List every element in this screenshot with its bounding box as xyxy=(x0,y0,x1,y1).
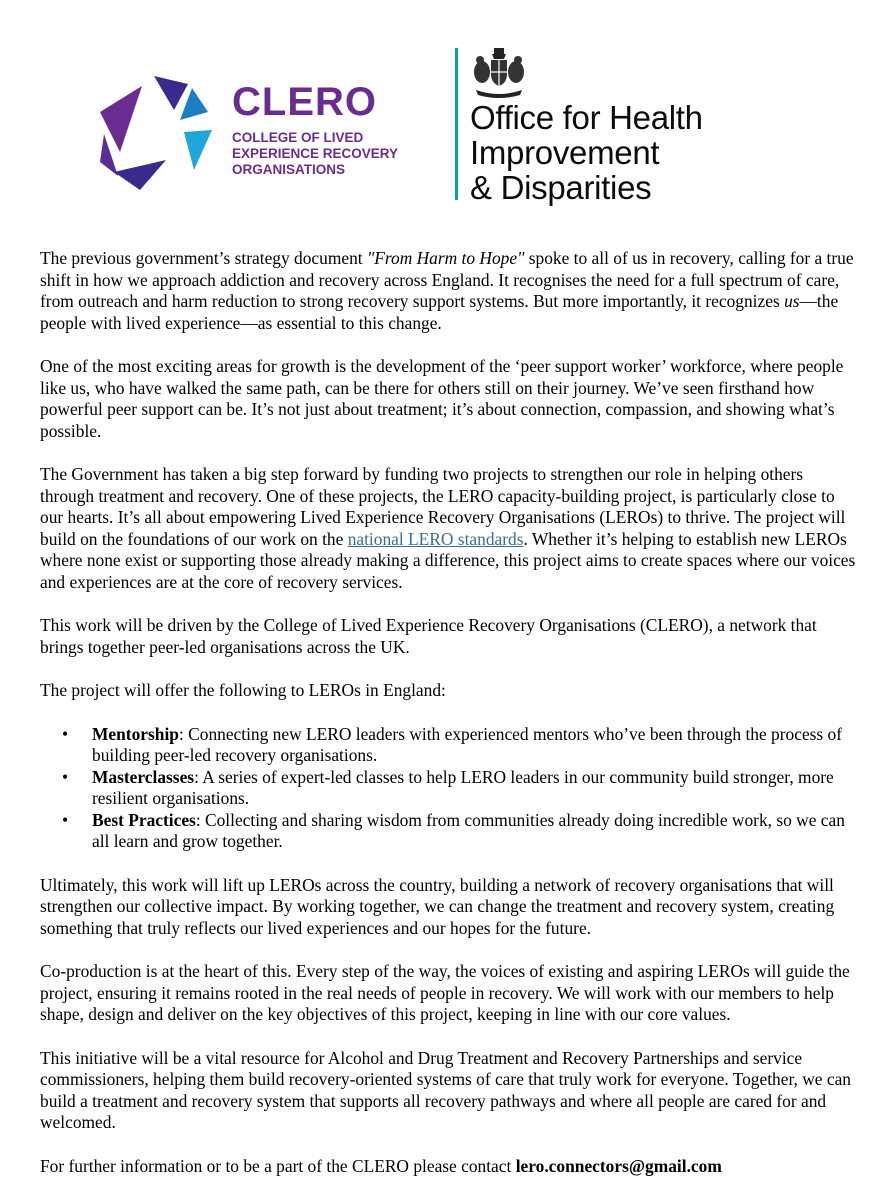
ohid-line: & Disparities xyxy=(470,169,652,206)
clero-subtitle-line: COLLEGE OF LIVED xyxy=(232,130,364,145)
list-item-text: : Connecting new LERO leaders with experienced mentors who’ve been through the process of building peer-led recovery organisations. xyxy=(92,723,843,765)
list-item-text: : A series of expert-led classes to help LERO leaders in our community build stronger, more resilient organisations. xyxy=(92,766,834,808)
paragraph-contact: For further information or to be a part of the CLERO please contact lero.connectors@gmail.com xyxy=(40,1155,722,1176)
paragraph-collective-impact: Ultimately, this work will lift up LEROs across the country, building a network of recovery organisations that will strengthen our collective impact. By working together, we can change the treatment and recovery system, creating something that truly reflects our lived experiences and our hopes for the future. xyxy=(40,874,835,938)
document-header xyxy=(0,0,890,220)
list-item-term: Mentorship xyxy=(92,723,179,744)
clero-wordmark xyxy=(232,82,398,178)
clero-title: CLERO xyxy=(232,80,377,124)
emphasis-us: us xyxy=(784,291,800,311)
strategy-title: "From Harm to Hope" xyxy=(366,248,525,268)
list-item-term: Masterclasses xyxy=(92,766,195,787)
list-item xyxy=(40,767,860,810)
list-item-text: : Collecting and sharing wisdom from communities already doing incredible work, so we can all learn and grow together. xyxy=(92,809,845,851)
ohid-line: Improvement xyxy=(470,134,660,171)
ohid-line: Office for Health xyxy=(470,99,703,136)
paragraph-intro: The previous government’s strategy document "From Harm to Hope" spoke to all of us in recovery, calling for a true shift in how we approach addiction and recovery across England. It recognises the need for a full spectrum of care, from outreach and harm reduction to strong recovery support systems. But more importantly, it recognizes us—the people with lived experience—as essential to this change. xyxy=(40,248,854,333)
list-item-term: Best Practices xyxy=(92,809,196,830)
paragraph-initiative: This initiative will be a vital resource for Alcohol and Drug Treatment and Recovery Partnerships and service commissioners, helping them build recovery-oriented systems of care that truly work for everyone. Together, we can build a treatment and recovery system that supports all recovery pathways and where all people are cared for and welcomed. xyxy=(40,1047,852,1132)
national-lero-standards-link[interactable]: national LERO standards xyxy=(347,528,524,549)
paragraph-clero-network: This work will be driven by the College of Lived Experience Recovery Organisations (CLERO), a network that brings together peer-led organisations across the UK. xyxy=(40,615,817,657)
paragraph-peer-support: One of the most exciting areas for growth is the development of the ‘peer support worker’ workforce, where people like us, who have walked the same path, can be there for others still on their journey. We’ve seen firsthand how powerful peer support can be. It’s not just about treatment; it’s about connection, compassion, and showing what’s possible. xyxy=(40,356,844,441)
bullet-icon: • xyxy=(62,809,69,830)
paragraph-project-offer: The project will offer the following to LEROs in England: xyxy=(40,680,446,700)
clero-subtitle-line: EXPERIENCE RECOVERY xyxy=(232,146,399,161)
contact-email[interactable]: lero.connectors@gmail.com xyxy=(515,1155,722,1176)
bullet-icon: • xyxy=(62,723,69,744)
document-body xyxy=(40,248,860,1199)
list-item xyxy=(40,810,860,853)
paragraph-government-funding: The Government has taken a big step forward by funding two projects to strengthen our role in helping others through treatment and recovery. One of these projects, the LERO capacity-building project, is particularly close to our hearts. It’s all about empowering Lived Experience Recovery Organisations (LEROs) to thrive. The project will build on the foundations of our work on the national LERO standards. Whether it’s helping to establish new LEROs where none exist or supporting those already making a difference, this project aims to create spaces where our voices and experiences are at the core of recovery services. xyxy=(40,464,856,592)
clero-subtitle-line: ORGANISATIONS xyxy=(232,162,346,177)
offer-list xyxy=(40,724,860,853)
clero-logo-icon xyxy=(96,74,216,192)
paragraph-co-production: Co-production is at the heart of this. Every step of the way, the voices of existing and aspiring LEROs will guide the project, ensuring it remains rooted in the real needs of people in recovery. We will work with our members to help shape, design and deliver on the key objectives of this project, keeping in line with our core values. xyxy=(40,961,850,1024)
ohid-divider xyxy=(455,48,458,200)
royal-coat-of-arms-icon xyxy=(470,46,528,98)
ohid-wordmark xyxy=(470,100,703,205)
bullet-icon: • xyxy=(62,766,69,787)
list-item xyxy=(40,724,860,767)
clero-subtitle xyxy=(232,130,398,178)
